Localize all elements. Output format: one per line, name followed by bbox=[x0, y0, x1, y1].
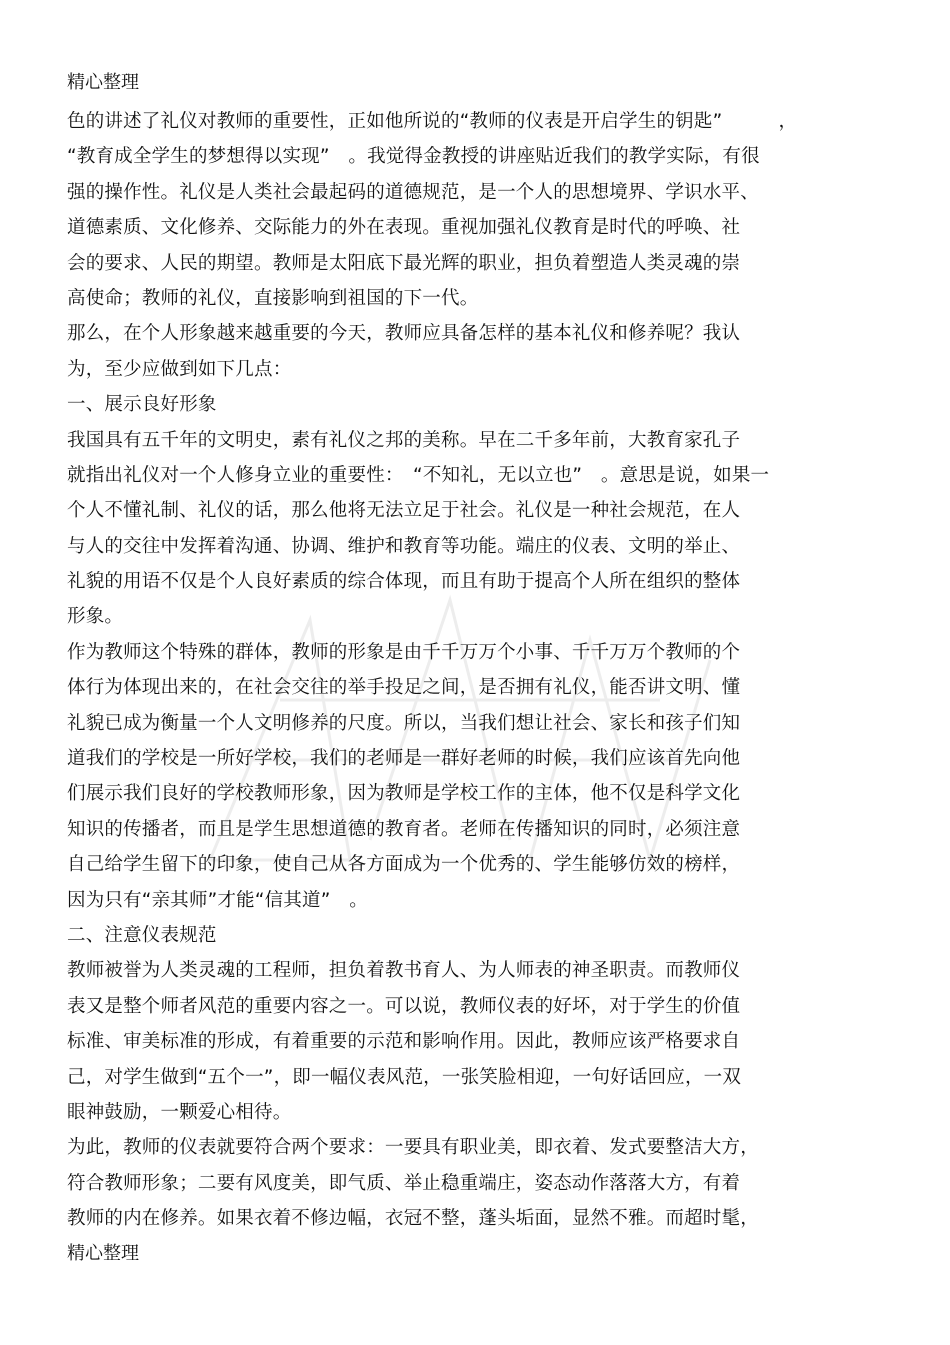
text-line: “教育成全学生的梦想得以实现” 。我觉得金教授的讲座贴近我们的教学实际，有很 bbox=[67, 146, 760, 168]
text-line: 眼神鼓励，一颗爱心相待。 bbox=[67, 1101, 292, 1123]
text-line: 符合教师形象；二要有风度美，即气质、举止稳重端庄，姿态动作落落大方，有着 bbox=[67, 1172, 741, 1194]
text-line: 礼貌的用语不仅是个人良好素质的综合体现，而且有助于提高个人所在组织的整体 bbox=[67, 571, 741, 593]
text-line: 为此，教师的仪表就要符合两个要求：一要具有职业美，即衣着、发式要整洁大方， bbox=[67, 1137, 759, 1159]
text-line: 知识的传播者，而且是学生思想道德的教育者。老师在传播知识的同时，必须注意 bbox=[67, 818, 741, 840]
text-line: 表又是整个师者风范的重要内容之一。可以说，教师仪表的好坏，对于学生的价值 bbox=[67, 995, 741, 1017]
text-line: 我国具有五千年的文明史，素有礼仪之邦的美称。早在二千多年前，大教育家孔子 bbox=[67, 429, 741, 451]
text-line: 们展示我们良好的学校教师形象，因为教师是学校工作的主体，他不仅是科学文化 bbox=[67, 783, 741, 805]
text-line: 高使命；教师的礼仪，直接影响到祖国的下一代。 bbox=[67, 287, 479, 309]
section-heading: 二、注意仪表规范 bbox=[67, 924, 217, 946]
text-line: 作为教师这个特殊的群体，教师的形象是由千千万万个小事、千千万万个教师的个 bbox=[67, 641, 741, 663]
section-heading: 一、展示良好形象 bbox=[67, 394, 217, 416]
page-footer: 精心整理 bbox=[67, 1243, 139, 1264]
text-line: 道德素质、文化修养、交际能力的外在表现。重视加强礼仪教育是时代的呼唤、社 bbox=[67, 217, 741, 239]
text-line: 因为只有“亲其师”才能“信其道” 。 bbox=[67, 889, 368, 911]
page-header: 精心整理 bbox=[67, 72, 139, 93]
text-line: 形象。 bbox=[67, 606, 124, 628]
text-line: 己，对学生做到“五个一”，即一幅仪表风范，一张笑脸相迎，一句好话回应，一双 bbox=[67, 1066, 742, 1088]
text-line: 就指出礼仪对一个人修身立业的重要性： “不知礼，无以立也” 。意思是说，如果一 bbox=[67, 464, 770, 486]
text-line: 标准、审美标准的形成，有着重要的示范和影响作用。因此，教师应该严格要求自 bbox=[67, 1031, 741, 1053]
text-line: 体行为体现出来的，在社会交往的举手投足之间，是否拥有礼仪，能否讲文明、懂 bbox=[67, 677, 741, 699]
body-text bbox=[67, 104, 867, 1237]
text-line: 与人的交往中发挥着沟通、协调、维护和教育等功能。端庄的仪表、文明的举止、 bbox=[67, 535, 741, 557]
text-line: 教师的内在修养。如果衣着不修边幅，衣冠不整，蓬头垢面，显然不雅。而超时髦， bbox=[67, 1208, 759, 1230]
text-line: 强的操作性。礼仪是人类社会最起码的道德规范，是一个人的思想境界、学识水平、 bbox=[67, 181, 759, 203]
text-line: 礼貌已成为衡量一个人文明修养的尺度。所以，当我们想让社会、家长和孩子们知 bbox=[67, 712, 741, 734]
text-line: 教师被誉为人类灵魂的工程师，担负着教书育人、为人师表的神圣职责。而教师仪 bbox=[67, 960, 741, 982]
text-line: 色的讲述了礼仪对教师的重要性，正如他所说的“教师的仪表是开启学生的钥匙” ， bbox=[67, 111, 798, 132]
text-line: 会的要求、人民的期望。教师是太阳底下最光辉的职业，担负着塑造人类灵魂的崇 bbox=[67, 252, 741, 274]
text-line: 个人不懂礼制、礼仪的话，那么他将无法立足于社会。礼仪是一种社会规范，在人 bbox=[67, 500, 741, 522]
text-line: 道我们的学校是一所好学校，我们的老师是一群好老师的时候，我们应该首先向他 bbox=[67, 748, 741, 770]
text-line: 自己给学生留下的印象，使自己从各方面成为一个优秀的、学生能够仿效的榜样， bbox=[67, 854, 741, 876]
text-line: 那么，在个人形象越来越重要的今天，教师应具备怎样的基本礼仪和修养呢？我认 bbox=[67, 323, 741, 345]
text-line: 为，至少应做到如下几点： bbox=[67, 358, 292, 380]
